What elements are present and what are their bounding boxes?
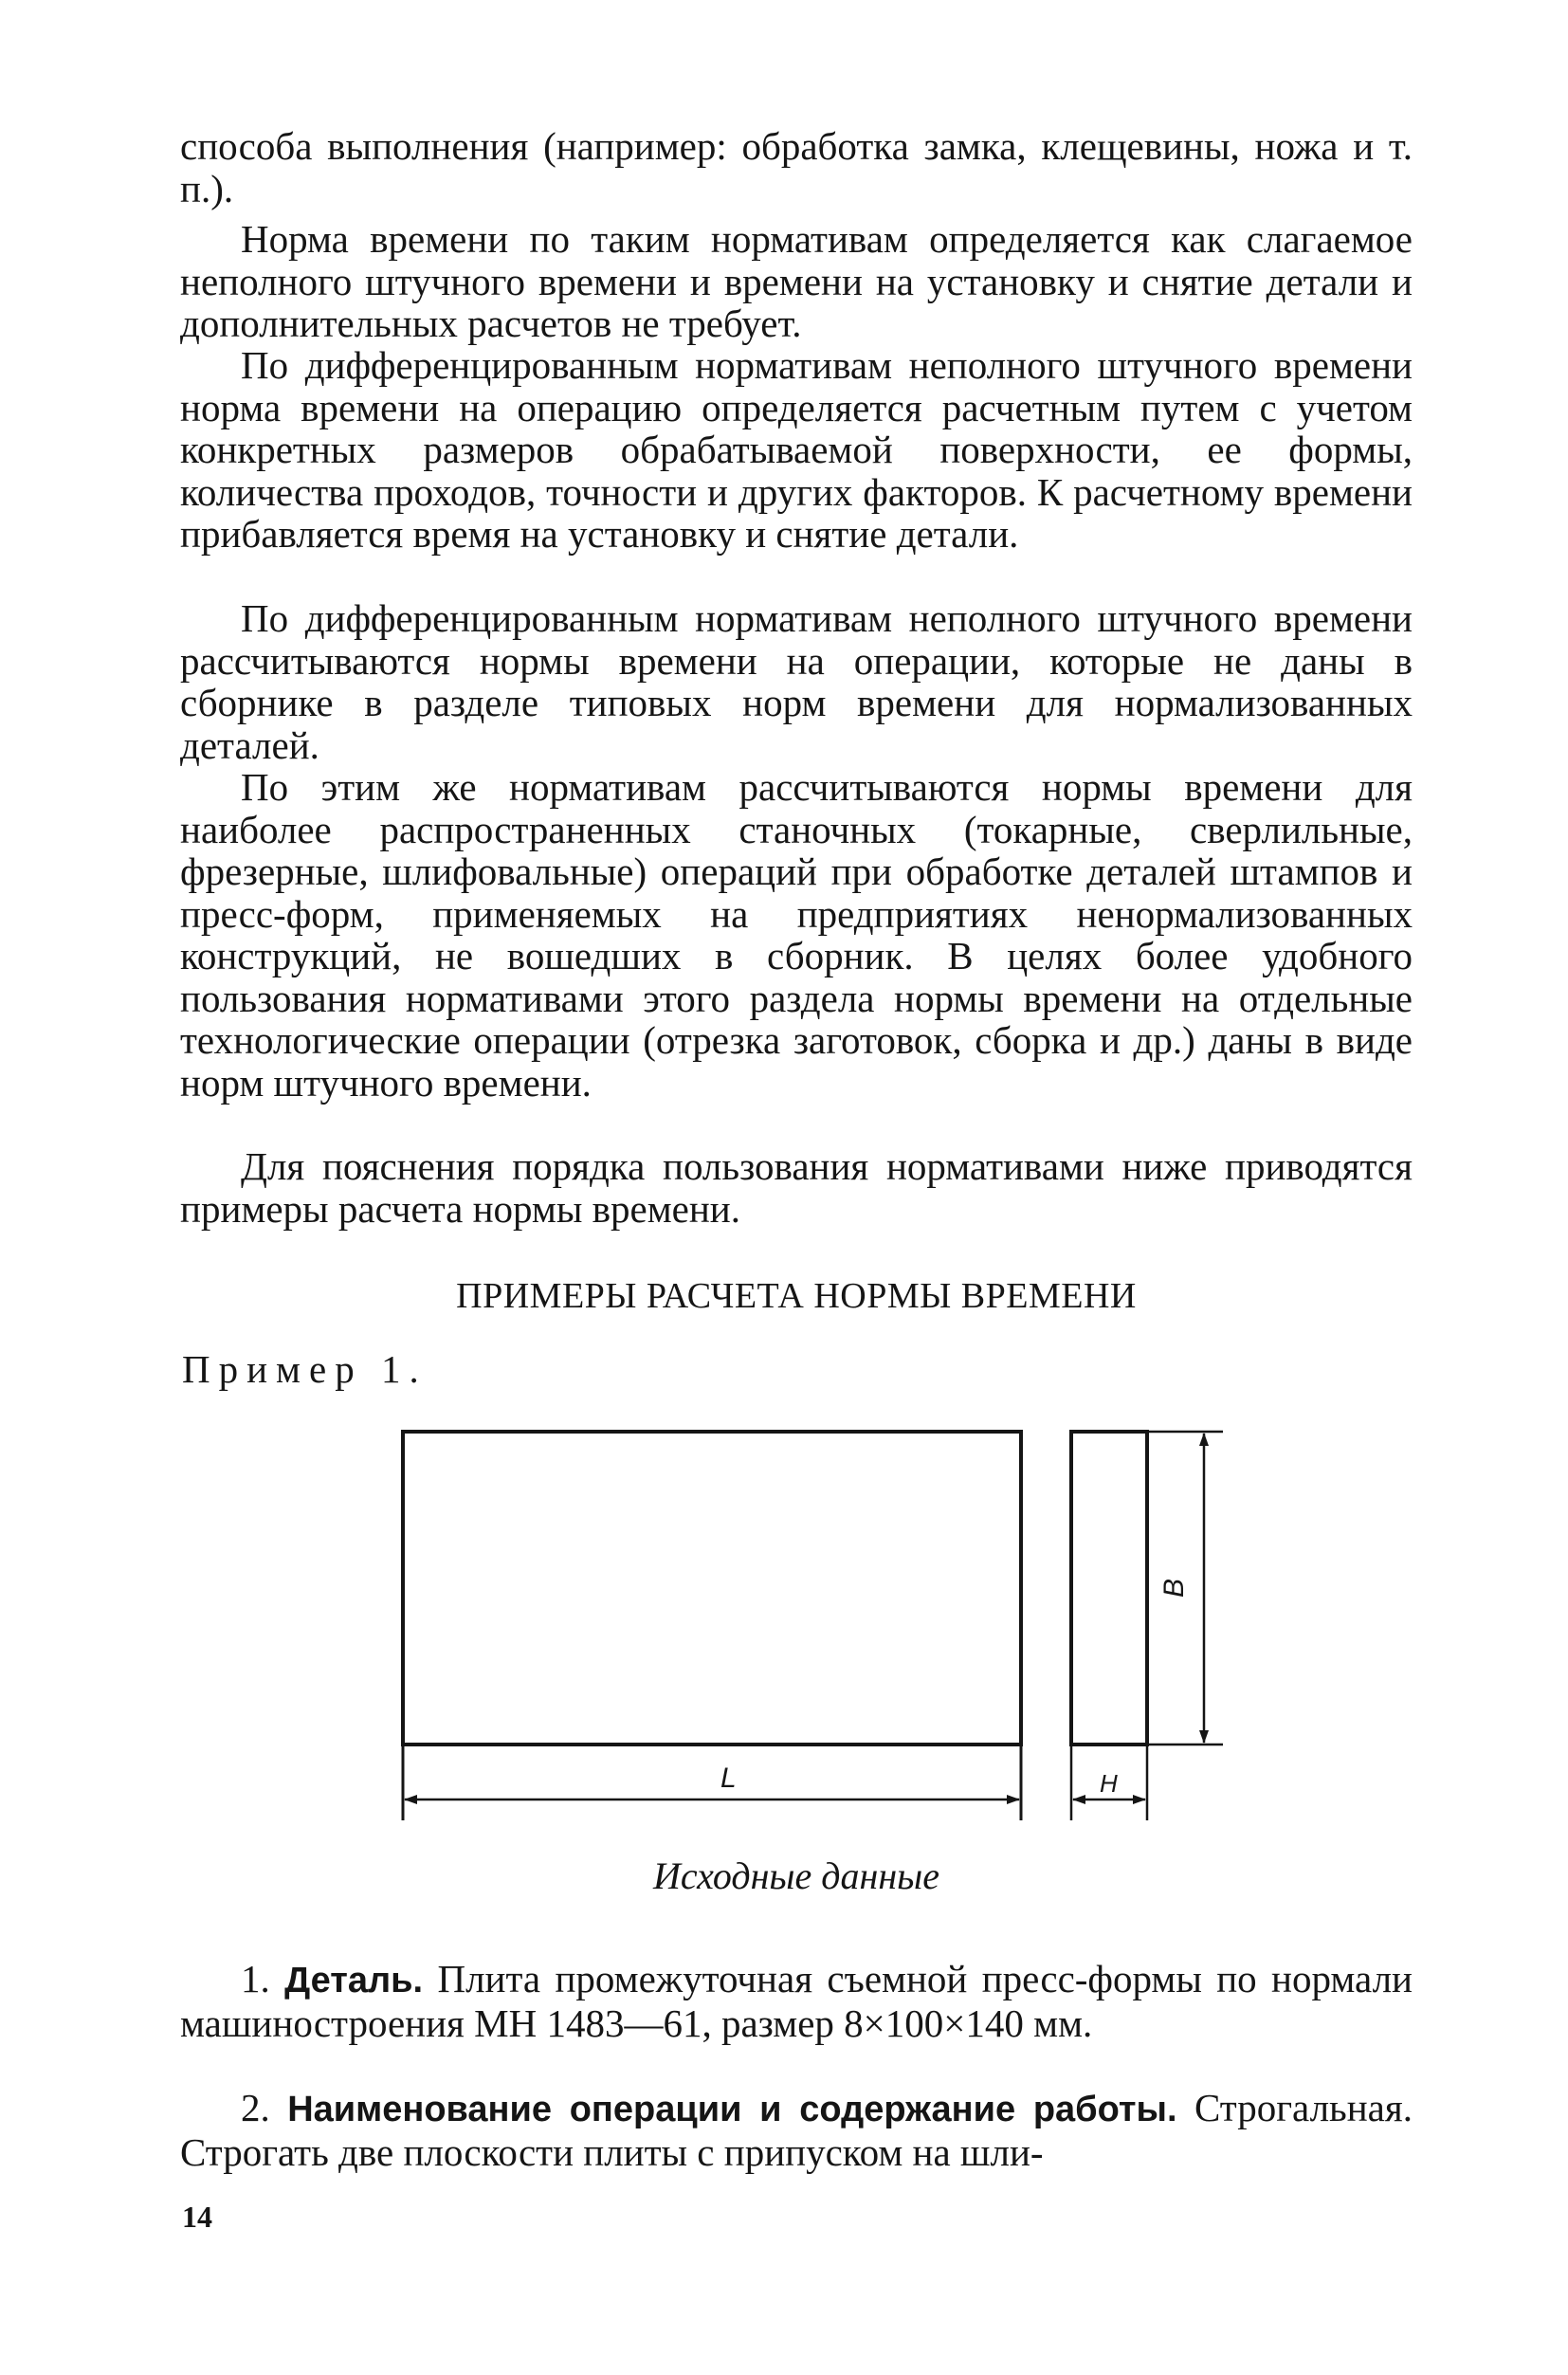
item-title: Наименование операции и содержание работы.: [287, 2090, 1177, 2129]
dimension-H-label: H: [1100, 1769, 1118, 1798]
paragraph-text: Норма времени по таким нормативам определяется как слагаемое неполного штучного времени и времени на установку и снятие детали и дополнительных расчетов не требует.: [180, 217, 1413, 345]
plate-front-view: [403, 1432, 1021, 1745]
example-label: Пример 1.: [182, 1347, 428, 1391]
paragraph-6: [180, 1145, 1413, 1230]
paragraph-5: [180, 766, 1413, 1104]
paragraph-text: Для пояснения порядка пользования нормативами ниже приводятся примеры расчета нормы времени.: [180, 1144, 1413, 1231]
page-number: 14: [182, 2200, 212, 2234]
dimension-B-label: B: [1158, 1578, 1190, 1598]
paragraph-2: [180, 218, 1413, 345]
dimension-L-label: L: [720, 1763, 737, 1794]
paragraph-3: [180, 344, 1413, 556]
paragraph-4: [180, 597, 1413, 766]
item-number: 1.: [241, 1957, 270, 2000]
item-number: 2.: [241, 2086, 270, 2129]
paragraph-text: По этим же нормативам рассчитываются нормы времени для наиболее распространенных станочных (токарные, сверлильные, фрезерные, шлифовальные) операций при обработке деталей штампов и пресс-форм, применяемых на предприятиях ненормализованных конструкций, не вошедших в сборник. В целях более удобного пользования нормативами этого раздела нормы времени на отдельные технологические операции (отрезка заготовок, сборка и др.) даны в виде норм штучного времени.: [180, 765, 1413, 1105]
section-heading: ПРИМЕРЫ РАСЧЕТА НОРМЫ ВРЕМЕНИ: [456, 1276, 1137, 1316]
paragraph-text: По дифференцированным нормативам неполного штучного времени норма времени на операцию определяется расчетным путем с учетом конкретных размеров обрабатываемой поверхности, ее формы, количества проходов, точности и других факторов. К расчетному времени прибавляется время на установку и снятие детали.: [180, 343, 1413, 556]
item-1: [180, 1958, 1413, 2044]
paragraph-1: [180, 125, 1413, 210]
plate-drawing: [379, 1403, 1232, 1820]
item-text: Строгальная. Строгать две плоскости плиты с припуском на шли-: [180, 2086, 1413, 2174]
paragraph-text: способа выполнения (например: обработка замка, клещевины, ножа и т. п.).: [180, 124, 1413, 210]
item-2: [180, 2087, 1413, 2173]
plate-side-view: [1071, 1432, 1147, 1745]
item-text: Плита промежуточная съемной пресс-формы по нормали машиностроения МН 1483—61, размер 8×100×140 мм.: [180, 1957, 1413, 2045]
paragraph-text: По дифференцированным нормативам неполного штучного времени рассчитываются нормы времени на операции, которые не даны в сборнике в разделе типовых норм времени для нормализованных деталей.: [180, 596, 1413, 767]
item-title: Деталь.: [284, 1961, 424, 2000]
figure-caption: Исходные данные: [652, 1854, 940, 1897]
